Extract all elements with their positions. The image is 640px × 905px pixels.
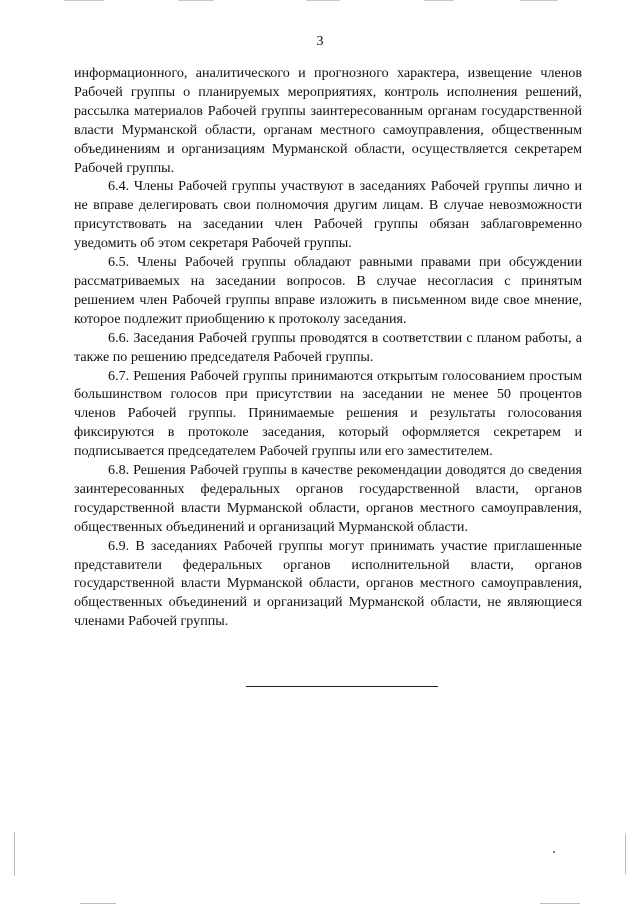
scan-edge-mark: [14, 832, 15, 876]
document-body: [74, 64, 582, 631]
paragraph-6-6: 6.6. Заседания Рабочей группы проводятся в соответствии с планом работы, а также по решению председателя Рабочей группы.: [74, 329, 582, 365]
scan-edge-mark: [80, 903, 116, 904]
scan-edge-mark: [540, 903, 580, 904]
scan-edge-mark: [64, 0, 104, 1]
paragraph-continuation: информационного, аналитического и прогнозного характера, извещение членов Рабочей группы о планируемых мероприятиях, контроль исполнения решений, рассылка материалов Рабочей группы заинтересованным органам государственной власти Мурманской области, органам местного самоуправления, общественным объединениям и организациям Мурманской области, осуществляется секретарем Рабочей группы.: [74, 65, 582, 176]
closing-rule: [246, 686, 438, 687]
scan-speck: [553, 851, 555, 853]
scan-edge-mark: [178, 0, 214, 1]
paragraph-6-7: 6.7. Решения Рабочей группы принимаются открытым голосованием простым большинством голосов при присутствии на заседании не менее 50 процентов членов Рабочей группы. Принимаемые решения и результаты голосования фиксируются в протоколе заседания, который оформляется секретарем и подписывается председателем Рабочей группы или его заместителем.: [74, 367, 582, 460]
scan-edge-mark: [424, 0, 454, 1]
scan-edge-mark: [625, 834, 626, 874]
paragraph-6-8: 6.8. Решения Рабочей группы в качестве рекомендации доводятся до сведения заинтересованных федеральных органов государственной власти, органов государственной власти Мурманской области, органов местного самоуправления, общественных объединений и организаций Мурманской области.: [74, 462, 582, 535]
paragraph-6-4: 6.4. Члены Рабочей группы участвуют в заседаниях Рабочей группы лично и не вправе делегировать свои полномочия другим лицам. В случае невозможности присутствовать на заседании член Рабочей группы обязан заблаговременно уведомить об этом секретаря Рабочей группы.: [74, 178, 582, 252]
scan-edge-mark: [520, 0, 558, 1]
paragraph-6-5: 6.5. Члены Рабочей группы обладают равными правами при обсуждении рассматриваемых на заседании вопросов. В случае несогласия с принятым решением член Рабочей группы вправе изложить в письменном виде свое мнение, которое подлежит приобщению к протоколу заседания.: [74, 254, 582, 327]
scan-edge-mark: [306, 0, 340, 1]
page-number: 3: [316, 34, 324, 49]
paragraph-6-9: 6.9. В заседаниях Рабочей группы могут принимать участие приглашенные представители федеральных органов исполнительной власти, органов государственной власти Мурманской области, органов местного самоуправления, общественных объединений и организаций Мурманской области, не являющиеся членами Рабочей группы.: [74, 537, 582, 630]
